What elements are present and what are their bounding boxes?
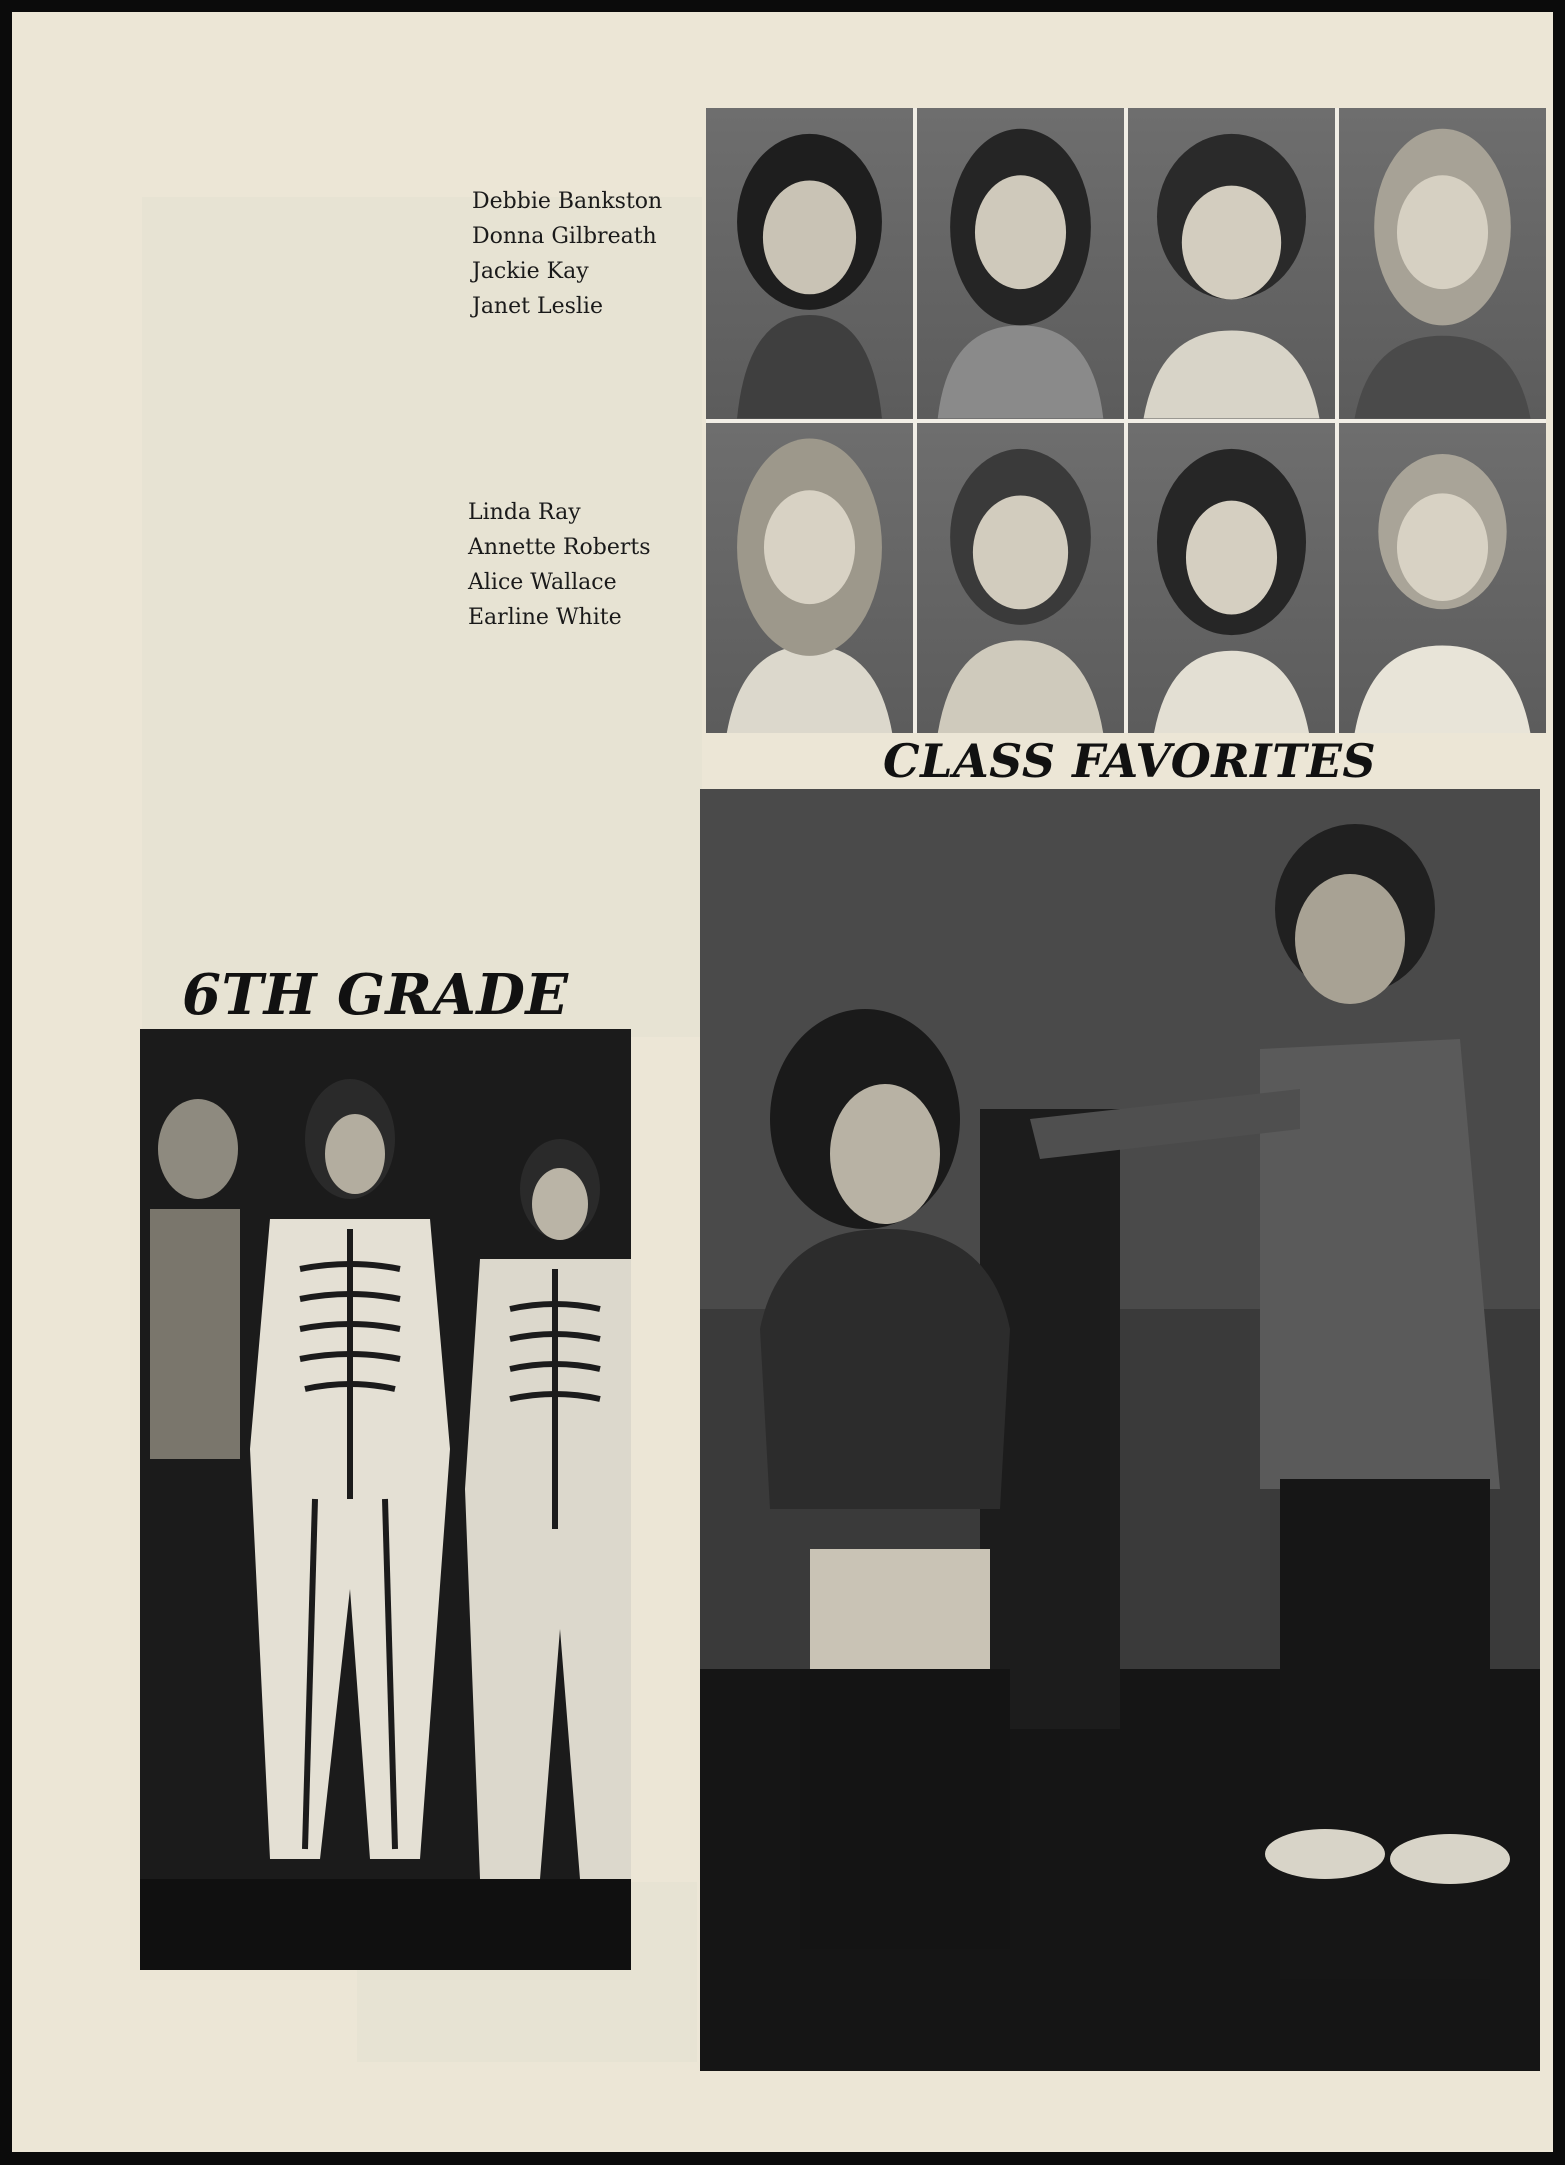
names-list-row-2 (468, 495, 651, 635)
student-name: Linda Ray (468, 500, 581, 525)
student-name: Annette Roberts (468, 535, 651, 560)
student-portrait (1128, 423, 1335, 734)
class-favorites-photo (700, 789, 1540, 2071)
skeleton-costume-photo (140, 1029, 631, 1970)
student-portrait (706, 423, 913, 734)
student-name: Donna Gilbreath (472, 224, 657, 249)
portrait-grid (706, 108, 1546, 733)
student-portrait (1339, 423, 1546, 734)
student-portrait (1339, 108, 1546, 419)
student-name: Debbie Bankston (472, 189, 663, 214)
names-list-row-1 (472, 184, 662, 324)
student-name: Janet Leslie (472, 294, 603, 319)
student-portrait (706, 108, 913, 419)
class-favorites-heading: CLASS FAVORITES (883, 734, 1377, 788)
yearbook-page (12, 12, 1553, 2152)
student-name: Alice Wallace (468, 570, 617, 595)
student-portrait (1128, 108, 1335, 419)
student-name: Earline White (468, 605, 622, 630)
student-portrait (917, 108, 1124, 419)
student-name: Jackie Kay (472, 259, 589, 284)
student-portrait (917, 423, 1124, 734)
grade-heading: 6TH GRADE (182, 962, 569, 1028)
